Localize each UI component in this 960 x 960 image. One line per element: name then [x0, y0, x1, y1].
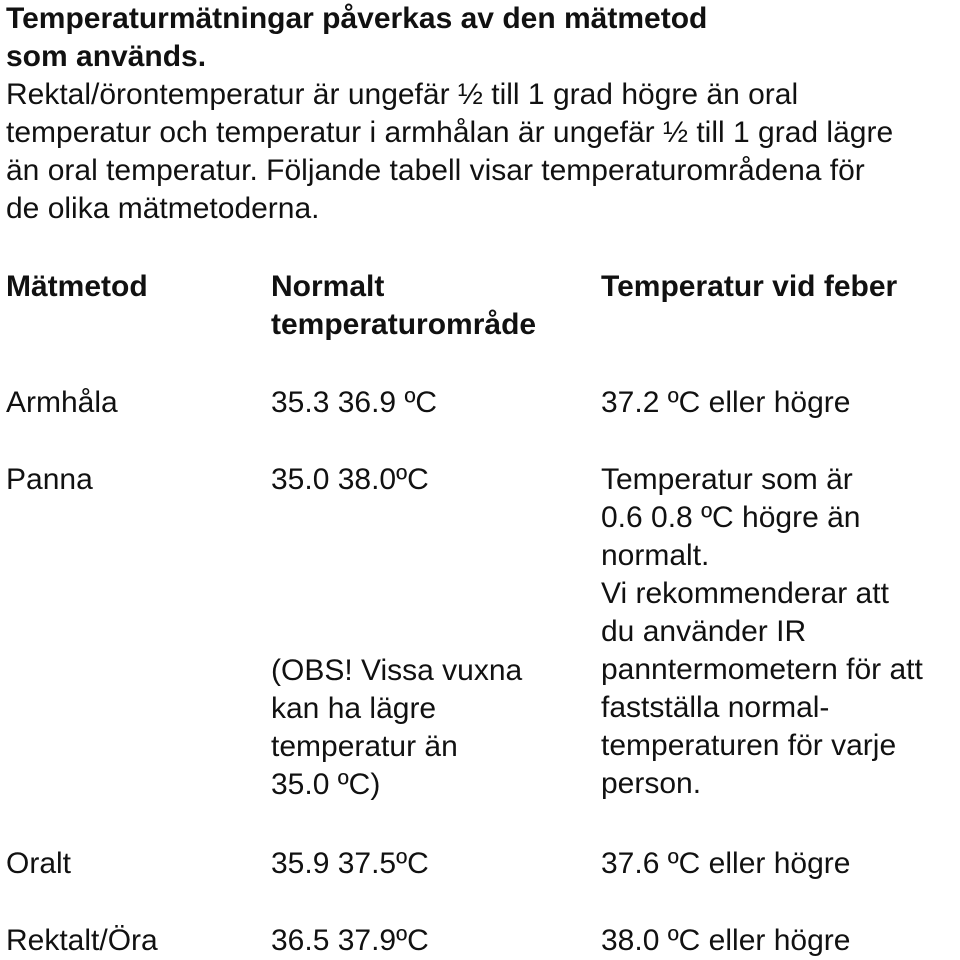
fever-line: normalt. [601, 539, 710, 572]
row-panna-normal-note [271, 652, 522, 804]
note-line: kan ha lägre [271, 692, 437, 725]
note-line: temperatur än [271, 730, 458, 763]
intro-line: de olika mätmetoderna. [6, 192, 320, 225]
row-panna-fever [601, 461, 923, 803]
row-armhala-normal: 35.3 36.9 ºC [271, 386, 438, 419]
row-oralt-normal: 35.9 37.5ºC [271, 847, 429, 880]
intro-paragraph [6, 76, 956, 228]
row-rektalt-fever: 38.0 ºC eller högre [601, 924, 851, 957]
section-heading [6, 0, 946, 76]
header-normal [271, 268, 536, 344]
fever-line: du använder IR [601, 615, 807, 648]
row-rektalt-method: Rektalt/Öra [6, 924, 158, 957]
header-method: Mätmetod [6, 270, 148, 303]
header-fever: Temperatur vid feber [601, 270, 898, 303]
header-normal-line-2: temperaturområde [271, 308, 537, 341]
row-oralt-fever: 37.6 ºC eller högre [601, 847, 851, 880]
fever-line: 0.6 0.8 ºC högre än [601, 501, 861, 534]
row-armhala-fever: 37.2 ºC eller högre [601, 386, 851, 419]
row-armhala-method: Armhåla [6, 386, 118, 419]
note-line: (OBS! Vissa vuxna [271, 654, 523, 687]
heading-line-1: Temperaturmätningar påverkas av den mätmetod [6, 2, 708, 35]
fever-line: panntermometern för att [601, 653, 923, 686]
fever-line: fastställa normal- [601, 691, 830, 724]
intro-line: än oral temperatur. Följande tabell visar temperaturområdena för [6, 154, 865, 187]
fever-line: temperaturen för varje [601, 729, 897, 762]
fever-line: Vi rekommenderar att [601, 577, 889, 610]
note-line: 35.0 ºC) [271, 768, 381, 801]
intro-line: temperatur och temperatur i armhålan är ungefär ½ till 1 grad lägre [6, 116, 894, 149]
fever-line: person. [601, 767, 702, 800]
heading-line-2: som används. [6, 40, 207, 73]
header-normal-line-1: Normalt [271, 270, 385, 303]
row-panna-normal: 35.0 38.0ºC [271, 463, 429, 496]
row-panna-method: Panna [6, 463, 93, 496]
fever-line: Temperatur som är [601, 463, 853, 496]
row-oralt-method: Oralt [6, 847, 72, 880]
intro-line: Rektal/örontemperatur är ungefär ½ till 1 grad högre än oral [6, 78, 799, 111]
row-rektalt-normal: 36.5 37.9ºC [271, 924, 429, 957]
